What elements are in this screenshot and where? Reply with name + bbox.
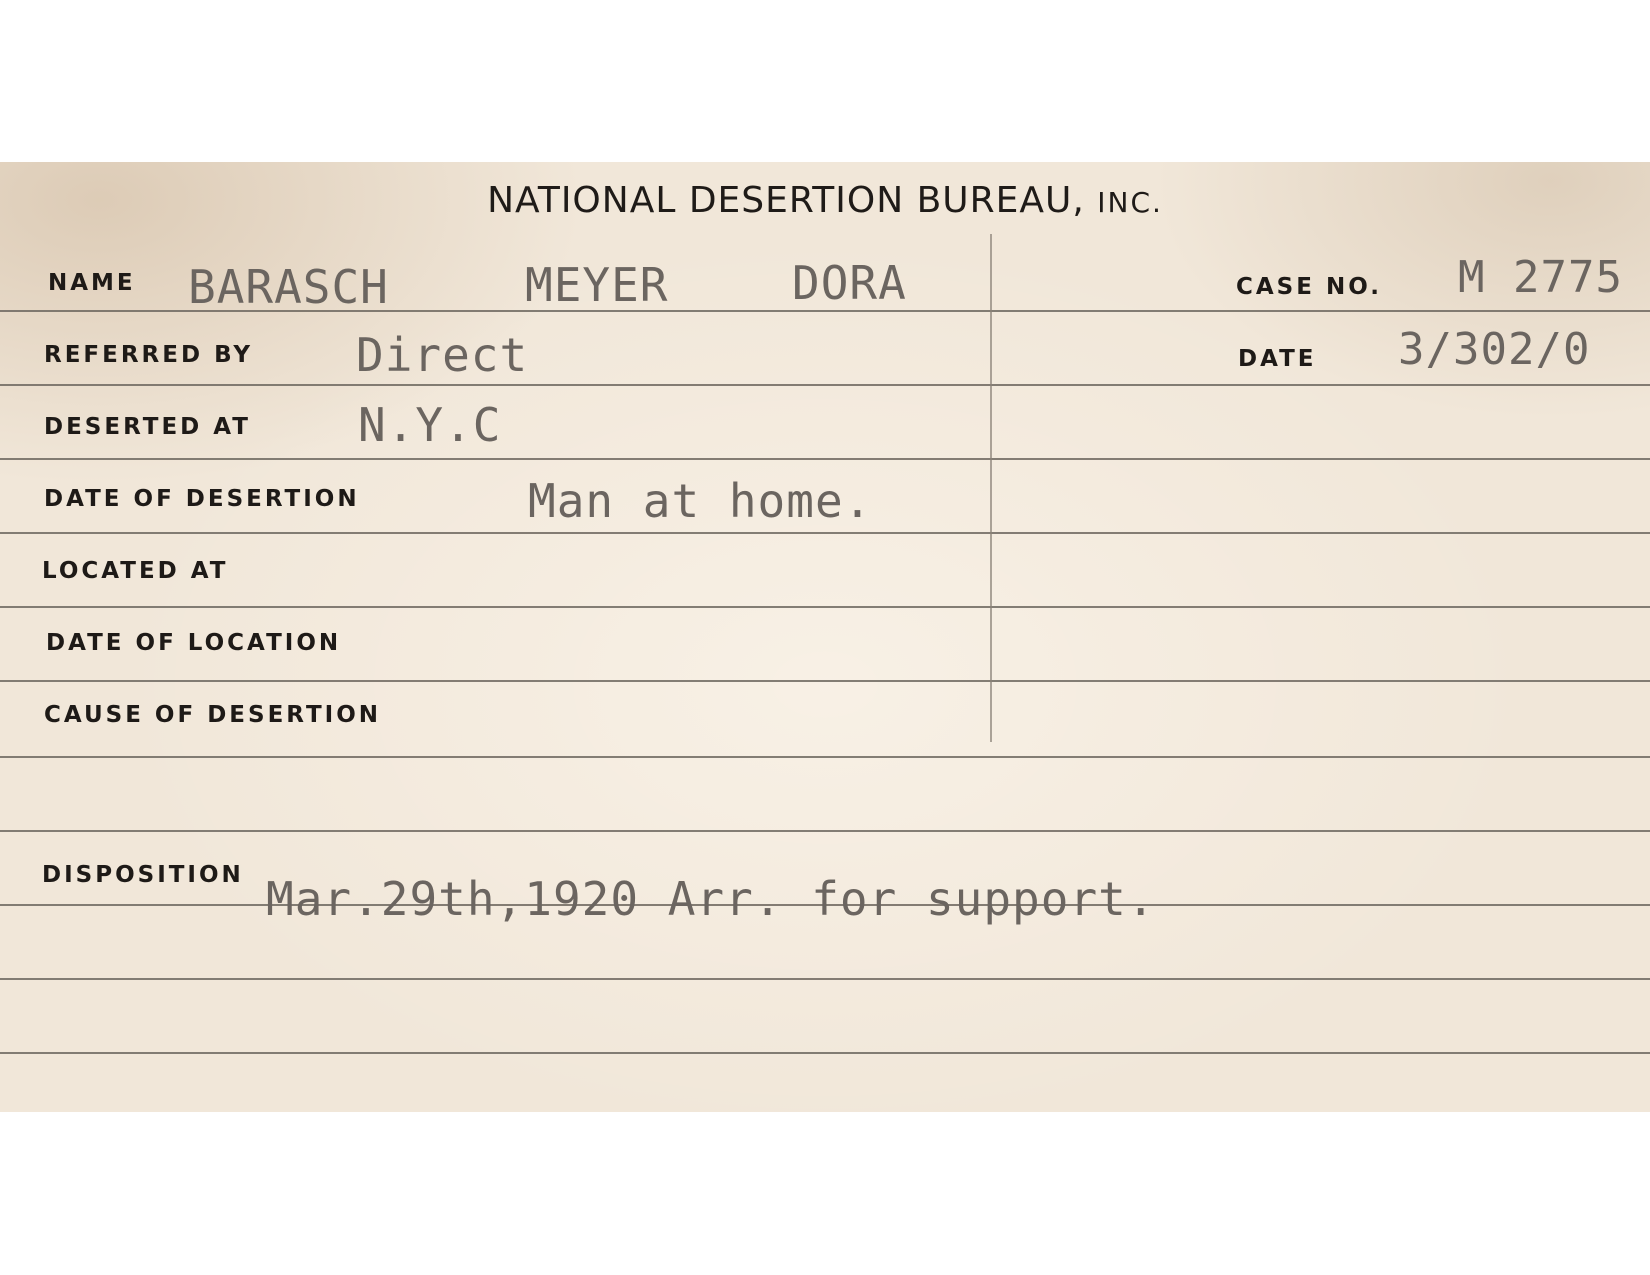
name-label: NAME — [48, 270, 136, 296]
card-title-suffix: INC. — [1097, 186, 1163, 219]
card-title: NATIONAL DESERTION BUREAU, — [487, 180, 1085, 221]
name-value-wife: DORA — [792, 256, 907, 310]
name-value-surname: BARASCH — [188, 260, 389, 314]
disposition-value: Mar.29th,1920 Arr. for support. — [266, 872, 1156, 926]
date-of-desertion-label: DATE OF DESERTION — [44, 486, 360, 512]
rule-line — [0, 1052, 1650, 1054]
cause-of-desertion-label: CAUSE OF DESERTION — [44, 702, 382, 728]
rule-line — [0, 458, 1650, 460]
referred-by-label: REFERRED BY — [44, 342, 254, 368]
deserted-at-value: N.Y.C — [358, 398, 502, 452]
referred-by-value: Direct — [356, 328, 529, 382]
date-of-desertion-value: Man at home. — [528, 474, 873, 528]
rule-line — [0, 680, 1650, 682]
rule-line — [0, 978, 1650, 980]
located-at-label: LOCATED AT — [42, 558, 229, 584]
record-card — [0, 162, 1650, 1112]
rule-line — [0, 830, 1650, 832]
rule-line — [0, 532, 1650, 534]
disposition-label: DISPOSITION — [42, 862, 244, 888]
deserted-at-label: DESERTED AT — [44, 414, 251, 440]
date-of-location-label: DATE OF LOCATION — [46, 630, 342, 656]
rule-line — [0, 606, 1650, 608]
case-no-value: M 2775 — [1458, 252, 1623, 303]
rule-line — [0, 384, 1650, 386]
date-label: DATE — [1238, 346, 1317, 372]
name-value-husband: MEYER — [525, 258, 669, 312]
column-divider — [990, 234, 992, 742]
rule-line — [0, 756, 1650, 758]
card-heading — [0, 180, 1650, 221]
date-value: 3/302/0 — [1398, 324, 1591, 375]
case-no-label: CASE NO. — [1236, 274, 1382, 300]
